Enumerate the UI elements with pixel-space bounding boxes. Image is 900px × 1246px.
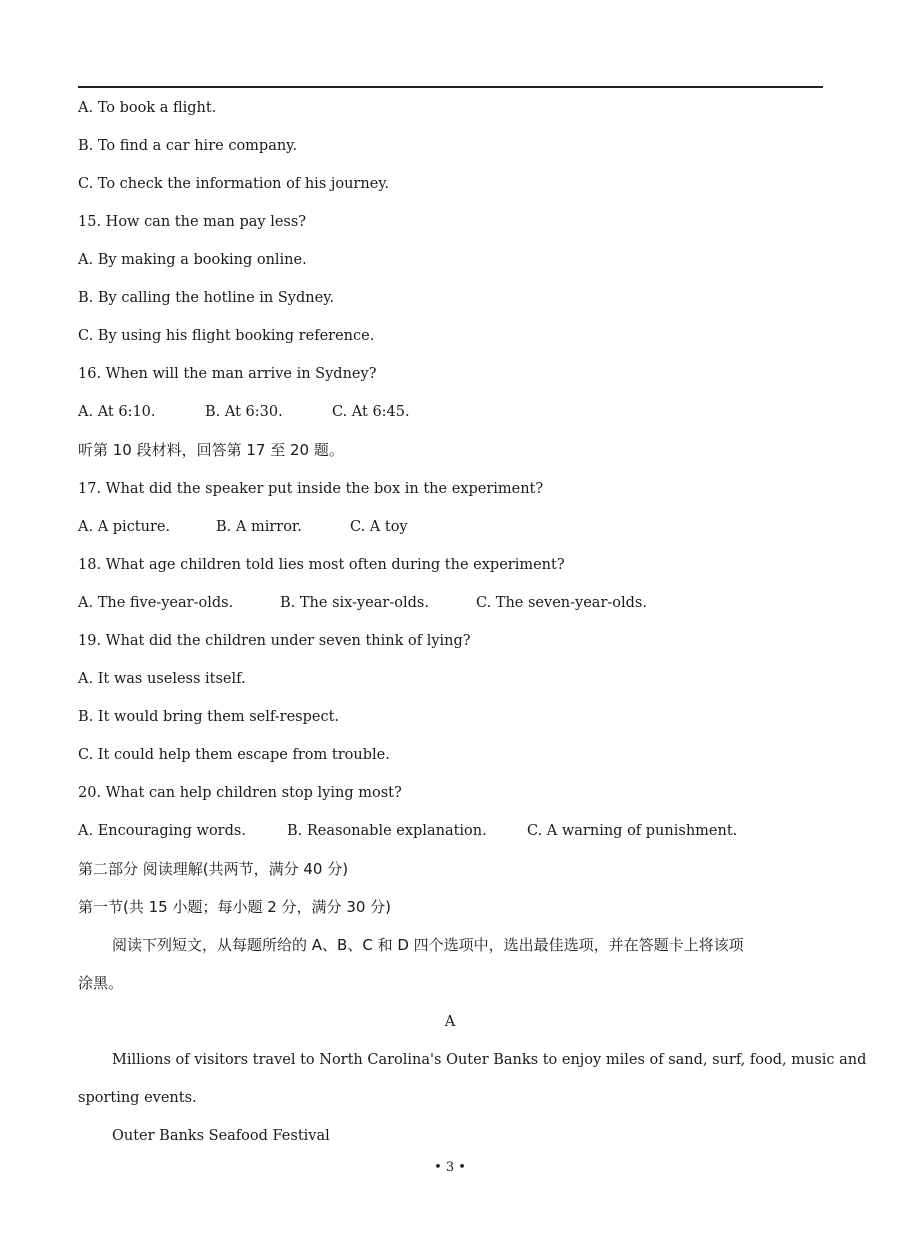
q20-question: 20. What can help children stop lying most?	[78, 785, 402, 801]
q16-question: 16. When will the man arrive in Sydney?	[78, 366, 377, 382]
section1-title: 第一节(共 15 小题；每小题 2 分，满分 30 分)	[78, 898, 392, 916]
q17-option-a: A. A picture.	[78, 519, 171, 535]
q18-option-b: B. The six-year-olds.	[280, 595, 429, 611]
q17-option-b: B. A mirror.	[216, 519, 302, 535]
q19-option-b: B. It would bring them self-respect.	[78, 709, 340, 725]
q20-options	[78, 822, 737, 840]
q17-options	[78, 518, 408, 536]
page-number: • 3 •	[434, 1160, 466, 1175]
q20-option-b: B. Reasonable explanation.	[287, 823, 487, 839]
q20-option-a: A. Encouraging words.	[78, 823, 246, 839]
q17-question: 17. What did the speaker put inside the box in the experiment?	[78, 481, 544, 497]
q16-option-c: C. At 6:45.	[332, 404, 410, 420]
q19-option-a: A. It was useless itself.	[78, 671, 246, 687]
passage-line1: Millions of visitors travel to North Carolina's Outer Banks to enjoy miles of sand, surf, food, music and	[112, 1052, 867, 1068]
q18-options	[78, 594, 647, 612]
passage-label: A	[444, 1014, 456, 1030]
section10-intro: 听第 10 段材料，回答第 17 至 20 题。	[78, 441, 344, 459]
q16-options	[78, 403, 410, 421]
q16-option-b: B. At 6:30.	[205, 404, 283, 420]
q14-option-a: A. To book a flight.	[78, 100, 217, 116]
q19-option-c: C. It could help them escape from trouble.	[78, 747, 390, 763]
q18-question: 18. What age children told lies most often during the experiment?	[78, 557, 565, 573]
part2-title: 第二部分 阅读理解(共两节，满分 40 分)	[78, 860, 349, 878]
q20-option-c: C. A warning of punishment.	[527, 823, 738, 839]
instructions-line1: 阅读下列短文，从每题所给的 A、B、C 和 D 四个选项中，选出最佳选项，并在答题卡上将该项	[112, 936, 744, 954]
q15-option-a: A. By making a booking online.	[78, 252, 307, 268]
passage-line2: sporting events.	[78, 1090, 197, 1106]
top-rule	[78, 86, 823, 88]
q18-option-c: C. The seven-year-olds.	[476, 595, 647, 611]
q15-question: 15. How can the man pay less?	[78, 214, 307, 230]
q16-option-a: A. At 6:10.	[78, 404, 156, 420]
q15-option-c: C. By using his flight booking reference.	[78, 328, 375, 344]
subheading: Outer Banks Seafood Festival	[112, 1128, 330, 1144]
q15-option-b: B. By calling the hotline in Sydney.	[78, 290, 335, 306]
q17-option-c: C. A toy	[350, 519, 408, 535]
q19-question: 19. What did the children under seven think of lying?	[78, 633, 471, 649]
q14-option-c: C. To check the information of his journey.	[78, 176, 390, 192]
q14-option-b: B. To find a car hire company.	[78, 138, 298, 154]
instructions-line2: 涂黑。	[78, 974, 124, 992]
q18-option-a: A. The five-year-olds.	[78, 595, 234, 611]
